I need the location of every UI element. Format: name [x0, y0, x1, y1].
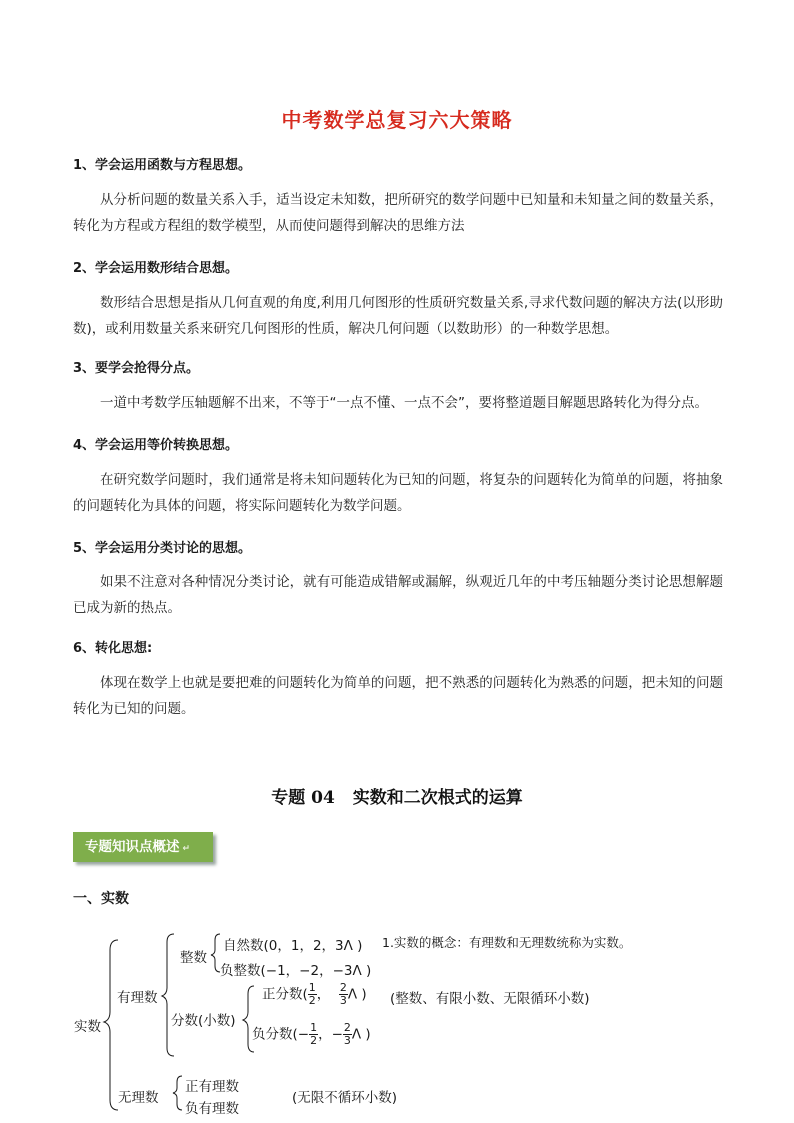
tree-rational: 有理数 — [117, 990, 158, 1006]
section-badge-label: 专题知识点概述 — [85, 839, 180, 855]
strategy-2-heading: 2、学会运用数形结合思想。 — [73, 261, 239, 276]
section-heading: 一、实数 — [73, 891, 129, 907]
brace-rational — [162, 934, 174, 1056]
brace-irrational — [173, 1076, 182, 1110]
tree-pos-fraction: 正分数( $\frac{1}{2}$ ， $\frac{2}{3}$ Λ ) — [262, 981, 367, 1007]
topic-name: 实数和二次根式的运算 — [352, 788, 523, 808]
fraction-two-thirds — [339, 982, 348, 1007]
strategy-6-heading: 6、转化思想: — [73, 641, 153, 656]
tree-root: 实数 — [74, 1019, 101, 1035]
neg-fraction-label: 负分数(− — [252, 1026, 310, 1043]
strategy-4-body: 在研究数学问题时，我们通常是将未知问题转化为已知的问题，将复杂的问题转化为简单的问题，将抽象的问题转化为具体的问题，将实际问题转化为数学问题。 — [73, 472, 723, 514]
tree-fraction: 分数(小数) — [171, 1013, 236, 1029]
tree-integer: 整数 — [180, 950, 207, 966]
pos-fraction-label: 正分数( — [262, 986, 308, 1003]
frac-numerator: 2 — [343, 1021, 351, 1034]
fraction-one-half — [309, 1022, 318, 1047]
neg-fraction-mid: ，− — [318, 1026, 343, 1043]
frac-denominator: 2 — [308, 994, 316, 1007]
topic-number: 专题 04 — [271, 788, 335, 808]
pos-fraction-tail: Λ ) — [347, 986, 367, 1003]
tree-natural: 自然数(0，1，2，3Λ ) — [223, 938, 363, 954]
strategy-3-body: 一道中考数学压轴题解不出来，不等于“一点不懂、一点不会”，要将整道题目解题思路转化为得分点。 — [100, 395, 708, 411]
fraction-two-thirds — [343, 1022, 352, 1047]
tree-irrational: 无理数 — [118, 1090, 159, 1106]
frac-numerator: 1 — [308, 981, 316, 994]
strategy-6-body: 体现在数学上也就是要把难的问题转化为简单的问题，把不熟悉的问题转化为熟悉的问题，把未知的问题转化为已知的问题。 — [73, 675, 723, 717]
strategy-5-heading: 5、学会运用分类讨论的思想。 — [73, 541, 252, 556]
topic-title — [0, 783, 794, 808]
frac-denominator: 2 — [310, 1034, 318, 1047]
brace-integer — [211, 934, 220, 972]
strategy-1-heading: 1、学会运用函数与方程思想。 — [73, 158, 252, 173]
tree-concept: 1.实数的概念：有理数和无理数统称为实数。 — [382, 935, 632, 950]
tree-neg-integer: 负整数(−1，−2，−3Λ ) — [220, 963, 372, 979]
tree-fraction-note: (整数、有限小数、无限循环小数) — [390, 991, 590, 1007]
return-mark-icon: ↵ — [182, 844, 191, 854]
strategy-3-heading: 3、要学会抢得分点。 — [73, 361, 200, 376]
section-badge — [73, 832, 213, 862]
neg-fraction-tail: Λ ) — [351, 1026, 371, 1043]
tree-neg-irrational: 负有理数 — [185, 1101, 239, 1117]
strategy-4-heading: 4、学会运用等价转换思想。 — [73, 438, 239, 453]
fraction-one-half — [308, 982, 317, 1007]
frac-numerator: 1 — [310, 1021, 318, 1034]
frac-numerator: 2 — [339, 981, 347, 994]
tree-pos-irrational: 正有理数 — [185, 1079, 239, 1095]
frac-denominator: 3 — [339, 994, 347, 1007]
tree-neg-fraction — [252, 1022, 371, 1047]
frac-denominator: 3 — [343, 1034, 351, 1047]
tree-irrational-note: (无限不循环小数) — [292, 1090, 398, 1106]
page-title: 中考数学总复习六大策略 — [281, 108, 513, 132]
strategy-2-body: 数形结合思想是指从几何直观的角度,利用几何图形的性质研究数量关系,寻求代数问题的解决方法(以形助数)，或利用数量关系来研究几何图形的性质，解决几何问题（以数助形）的一种数学思想。 — [73, 295, 723, 337]
strategy-5-body: 如果不注意对各种情况分类讨论，就有可能造成错解或漏解，纵观近几年的中考压轴题分类讨论思想解题已成为新的热点。 — [73, 574, 723, 616]
brace-real — [104, 940, 118, 1110]
strategy-1-body: 从分析问题的数量关系入手，适当设定未知数，把所研究的数学问题中已知量和未知量之间的数量关系，转化为方程或方程组的数学模型，从而使问题得到解决的思维方法 — [73, 192, 723, 234]
